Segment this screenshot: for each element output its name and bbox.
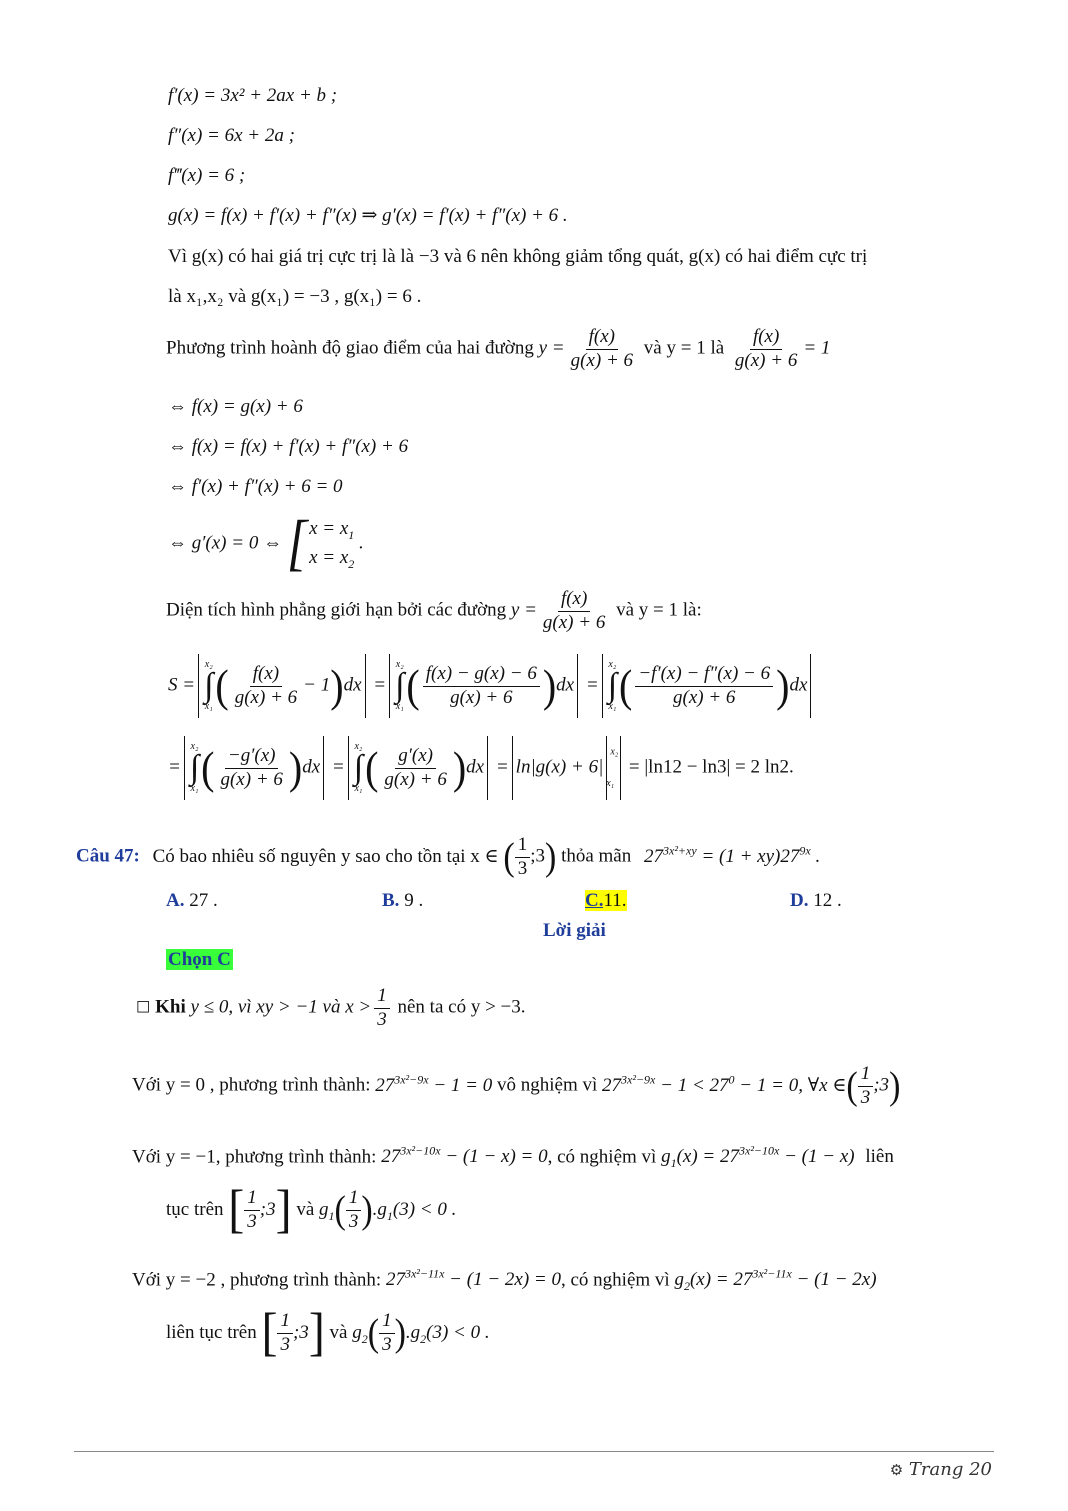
case-y-minus1-cont: tục trên [ $\frac{1}{3}$ ;3] và $g_1$( $\frac{1}{3}$ )$.g_1(3) < 0$ . xyxy=(166,1180,457,1239)
khi-text: y ≤ 0, vì xy > −1 và x > xyxy=(190,996,372,1018)
case-y0: Với y = 0 , phương trình thành: $27^{3x^2-9x} - 1 = 0$ vô nghiệm vì $27^{3x^2-9x} - 1 < 27^0 - 1 = 0$, ∀x ∈( $\frac{1}{3}$ ;3) xyxy=(132,1063,901,1108)
question-47: Câu 47: Có bao nhiêu số nguyên y sao cho tồn tại x ∈ ( $\frac{1}{3}$ ;3) thỏa mãn $27^{3x^2+xy} = (1 + xy)27^{9x}$ . xyxy=(76,834,821,879)
footer-rule xyxy=(74,1451,994,1452)
eq-equiv-1: ⇔ f(x) = g(x) + 6 xyxy=(168,396,303,417)
case-y-minus2: Với y = −2 , phương trình thành: $27^{3x^2-11x} - (1 - 2x) = 0$, có nghiệm vì $g_2(x) = 27^{3x^2-11x} - (1 - 2x)$ xyxy=(132,1267,877,1294)
question-text-b: thỏa mãn xyxy=(561,845,632,867)
eq-fthird: f‴(x) = 6 ; xyxy=(168,165,246,186)
integral-result: = |ln12 − ln3| = 2 ln2. xyxy=(628,756,794,778)
option-c[interactable]: C.11. xyxy=(585,890,627,911)
eq-fprime: f′(x) = 3x² + 2ax + b ; xyxy=(168,85,338,106)
chosen-answer: Chọn C xyxy=(168,949,231,970)
question-label: Câu 47: xyxy=(76,845,140,867)
solution-title: Lời giải xyxy=(543,920,606,941)
case-y0-reason: vô nghiệm vì xyxy=(497,1074,598,1096)
page-footer xyxy=(890,1459,992,1480)
fraction-area: $\frac{f(x)}{g(x) + 6}$ xyxy=(542,588,606,633)
khi-label: Khi xyxy=(155,996,186,1018)
text-line-la: là x₁,x₂ và g(x₁) = −3 , g(x₁) = 6 . xyxy=(168,286,422,307)
option-a[interactable]: A. 27 . xyxy=(166,890,218,911)
area-text: Diện tích hình phẳng giới hạn bởi các đường xyxy=(166,599,507,621)
intersection-mid: và y = 1 là xyxy=(643,337,725,359)
area-line: Diện tích hình phẳng giới hạn bởi các đường y = $\frac{f(x)}{g(x) + 6}$ và y = 1 là: xyxy=(166,588,702,633)
eq-equiv-3: ⇔ f′(x) + f″(x) + 6 = 0 xyxy=(168,476,343,497)
eq-fsecond: f″(x) = 6x + 2a ; xyxy=(168,125,295,146)
fraction-f-over-g6: $\frac{f(x)}{g(x) + 6}$ xyxy=(570,326,634,371)
gear-icon: ⚙ xyxy=(889,1461,904,1479)
option-b[interactable]: B. 9 . xyxy=(382,890,424,911)
solution-system: [ $x = x_1$ $x = x_2$ xyxy=(286,509,355,578)
area-end: và y = 1 là: xyxy=(616,599,702,621)
case-y-minus2-cont: liên tục trên [ $\frac{1}{3}$ ;3] và $g_2$( $\frac{1}{3}$ )$.g_2(3) < 0$ . xyxy=(166,1303,490,1362)
fraction-f-over-g6-b: $\frac{f(x)}{g(x) + 6}$ xyxy=(734,326,798,371)
eq-g: g(x) = f(x) + f′(x) + f″(x) ⇒ g′(x) = f′(x) + f″(x) + 6 . xyxy=(168,205,568,226)
question-text-a: Có bao nhiêu số nguyên y sao cho tồn tại x ∈ xyxy=(152,845,499,867)
eq-equiv-2: ⇔ f(x) = f(x) + f′(x) + f″(x) + 6 xyxy=(168,436,409,457)
option-d[interactable]: D. 12 . xyxy=(790,890,842,911)
khi-end: nên ta có y > −3. xyxy=(397,996,526,1018)
text-line-vi: Vì g(x) có hai giá trị cực trị là là −3 và 6 nên không giảm tổng quát, g(x) có hai điểm cực trị xyxy=(168,246,868,267)
intersection-line: Phương trình hoành độ giao điểm của hai đường y = $\frac{f(x)}{g(x) + 6}$ và y = 1 là $\frac{f(x)}{g(x) + 6}$ = 1 xyxy=(166,326,831,371)
integral-line-2: = x₂ ∫ x₁ ( $\frac{-g'(x)}{g(x) + 6}$ )dx = x₂ ∫ x₁ ( $\frac{g'(x)}{g(x) + 6}$ )$dx = \ln|g(x) + 6|^{x_2}_{x_1} = |\ln 12 - \ln 3| = 2$ ln2. xyxy=(168,736,794,800)
integral-line-1: S = x₂ ∫ x₁ ( $\frac{f(x)}{g(x) + 6}$ − 1)dx = x₂ ∫ x₁ ( $\frac{f(x) - g(x) - 6}{g(x) + 6}$ )dx = x₂ ∫ x₁ ( $\frac{-f'(x) - f''(x) - 6}{g(x) + 6}$ )dx xyxy=(168,654,814,718)
khi-line: ☐ Khi y ≤ 0, vì xy > −1 và x > $\frac{1}{3}$ nên ta có y > −3. xyxy=(136,985,526,1030)
intersection-text: Phương trình hoành độ giao điểm của hai đường xyxy=(166,337,534,359)
case-y0-text: Với y = 0 , phương trình thành: xyxy=(132,1074,371,1096)
case-y-minus1: Với y = −1, phương trình thành: $27^{3x^2-10x} - (1 - x) = 0$, có nghiệm vì $g_1(x) = 27^{3x^2-10x} - (1 - x)$ liên xyxy=(132,1144,894,1171)
eq-equiv-4: ⇔ g′(x) = 0 ⇔ [ $x = x_1$ $x = x_2$ . xyxy=(168,509,364,578)
case-y-minus2-text: Với y = −2 , phương trình thành: xyxy=(132,1269,382,1291)
eq-equiv-4-text: ⇔ g′(x) = 0 ⇔ xyxy=(168,532,283,554)
case-y-minus1-text: Với y = −1, phương trình thành: xyxy=(132,1146,377,1168)
page-number: Trang 20 xyxy=(908,1459,992,1480)
